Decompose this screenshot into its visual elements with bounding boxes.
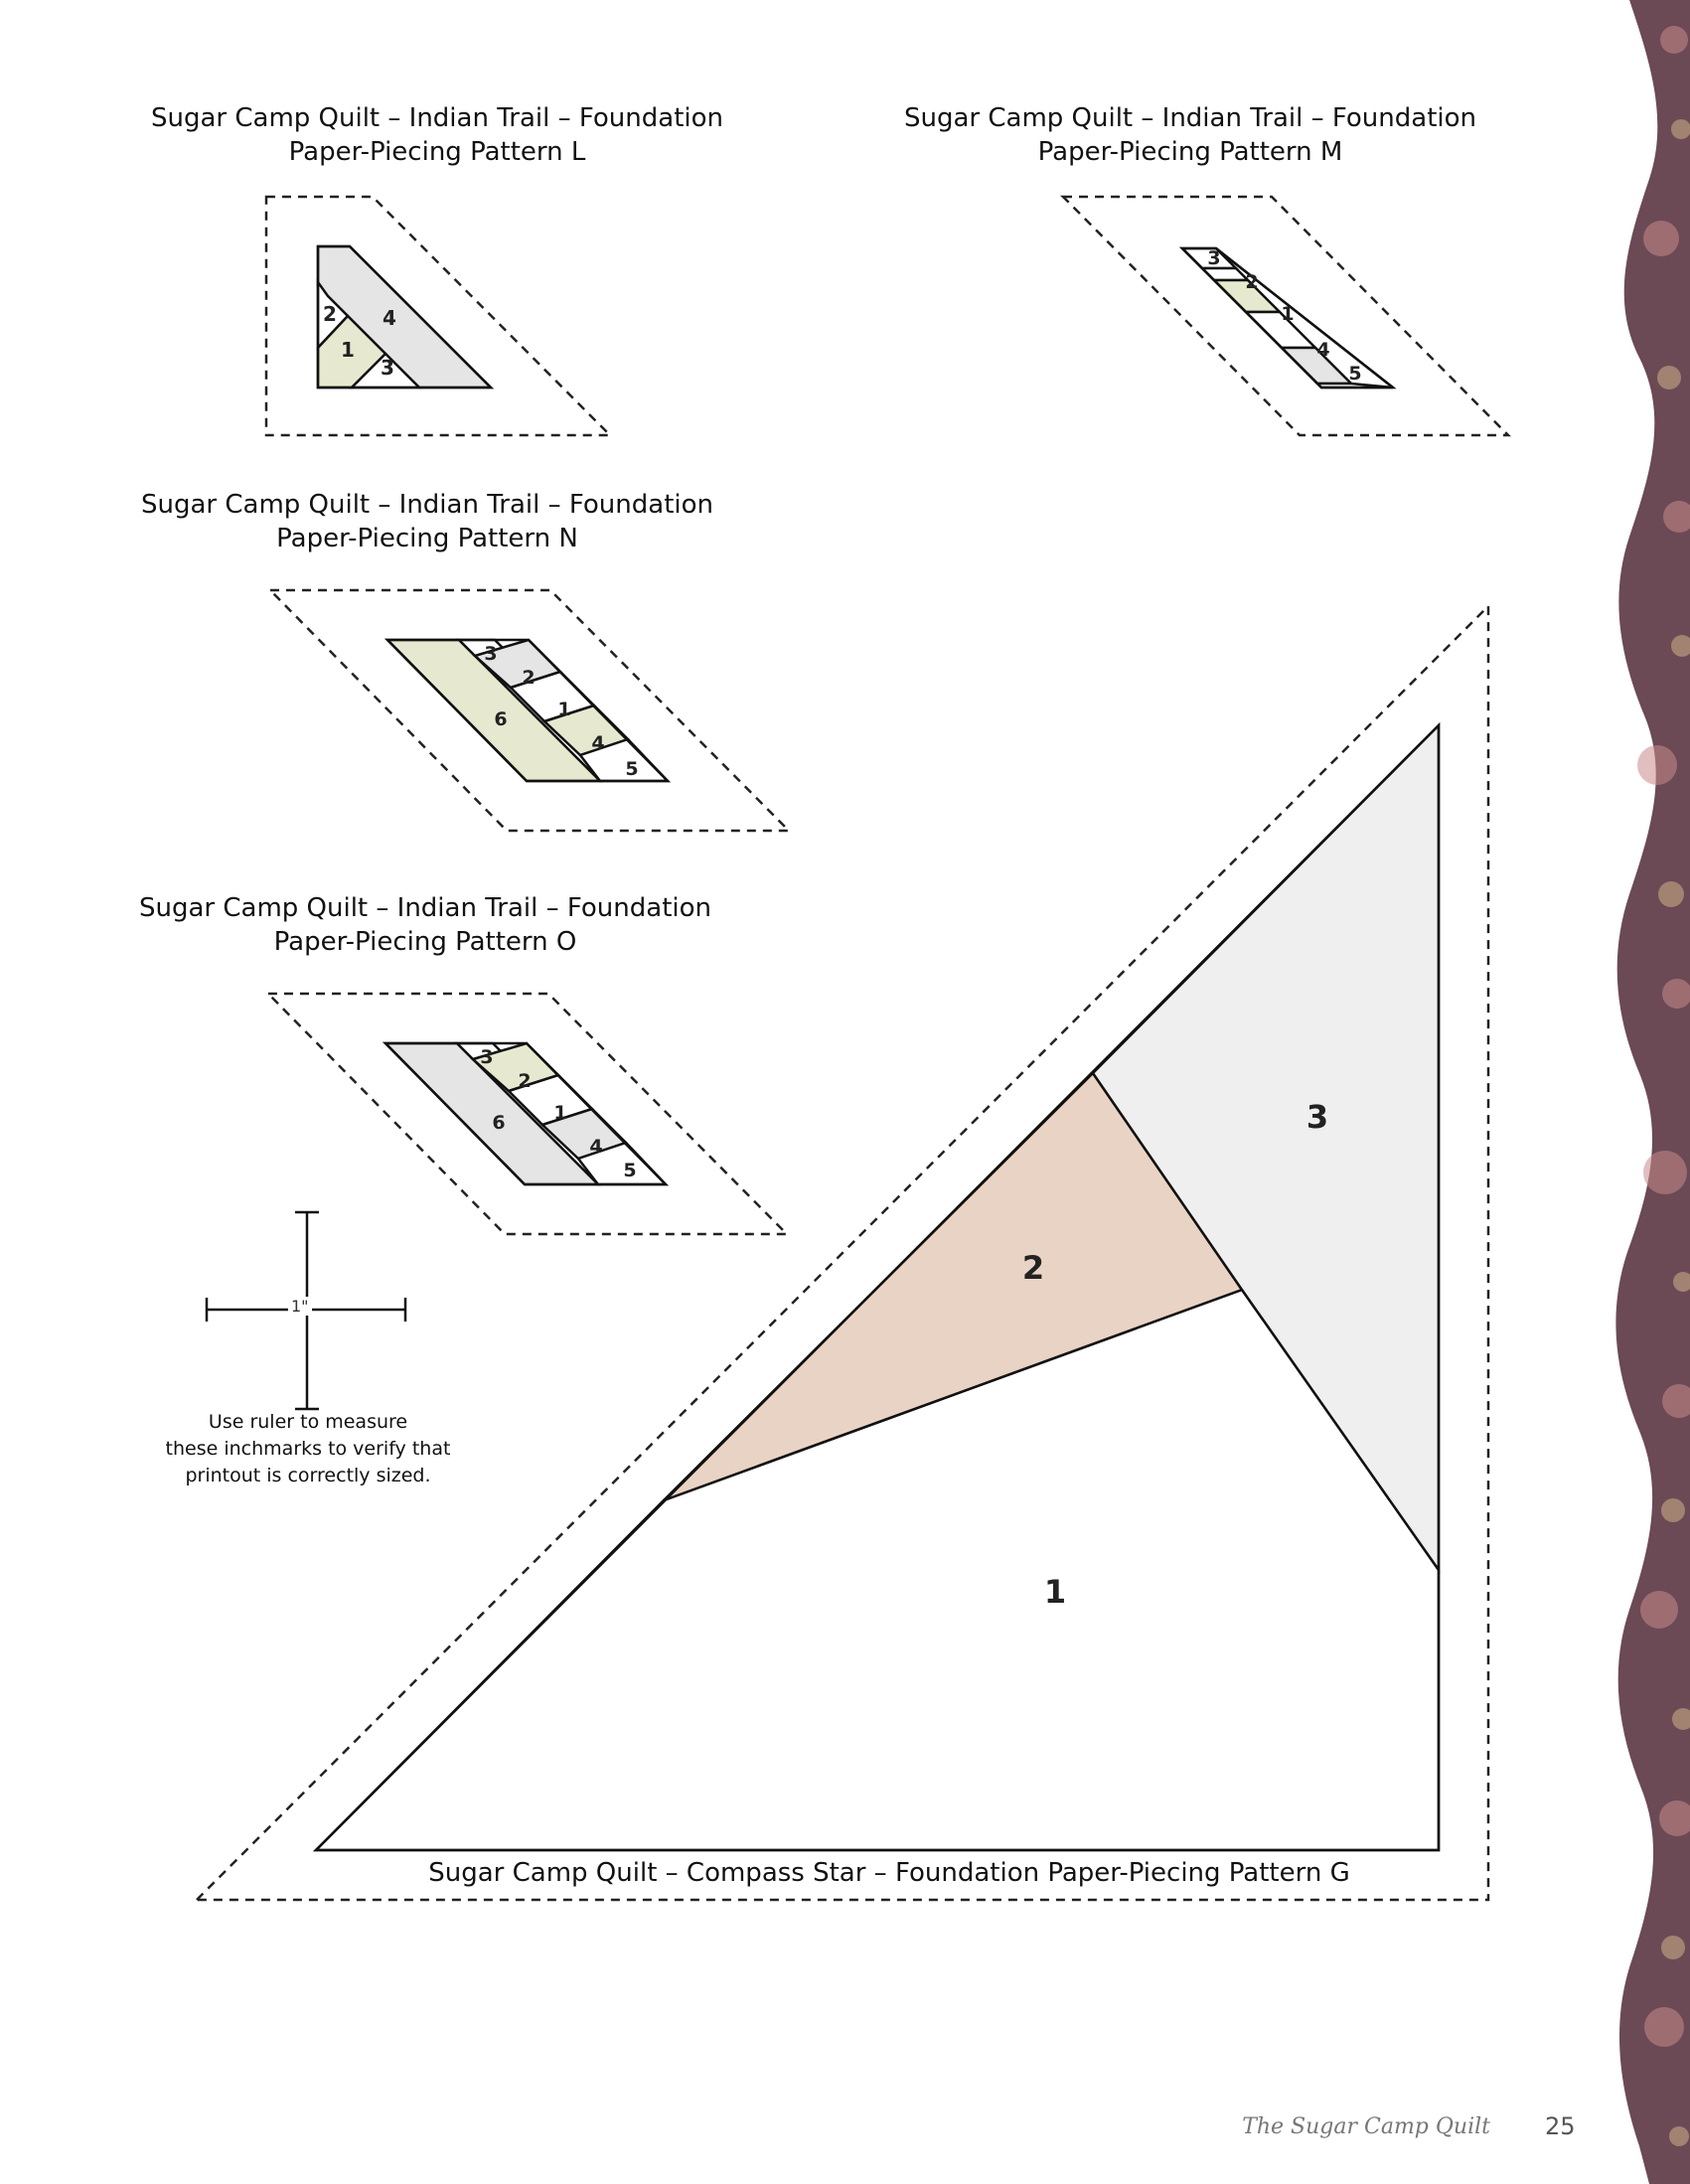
pattern-n-drawing xyxy=(270,590,789,831)
pattern-o-drawing xyxy=(268,994,787,1234)
pattern-m-drawing xyxy=(1063,197,1508,435)
svg-text:5: 5 xyxy=(625,758,639,780)
svg-text:3: 3 xyxy=(1207,247,1221,269)
svg-text:4: 4 xyxy=(591,732,605,754)
svg-text:4: 4 xyxy=(589,1136,603,1158)
svg-text:1: 1 xyxy=(1281,303,1295,325)
pattern-o-title-line1: Sugar Camp Quilt – Indian Trail – Foundation xyxy=(138,893,711,923)
svg-text:5: 5 xyxy=(1348,363,1362,385)
svg-text:1: 1 xyxy=(553,1102,567,1124)
svg-text:2: 2 xyxy=(1245,271,1259,293)
svg-text:1: 1 xyxy=(557,699,571,720)
ruler-note xyxy=(149,1409,467,1489)
pattern-l-title-line2: Paper-Piecing Pattern L xyxy=(288,137,586,167)
svg-text:3: 3 xyxy=(480,1046,494,1068)
svg-text:5: 5 xyxy=(623,1160,637,1181)
svg-text:4: 4 xyxy=(383,306,396,330)
pattern-n-title xyxy=(99,488,755,555)
pattern-l-title xyxy=(109,101,765,169)
pattern-m-title xyxy=(862,101,1518,169)
pattern-l-drawing xyxy=(266,197,610,435)
svg-text:6: 6 xyxy=(492,1112,506,1134)
page-number: 25 xyxy=(1545,2112,1576,2140)
svg-text:2: 2 xyxy=(518,1070,532,1092)
fabric-border-decoration xyxy=(1615,0,1690,2184)
svg-text:1: 1 xyxy=(341,338,355,362)
ruler-inch-label: 1" xyxy=(288,1297,312,1316)
pattern-m-title-line2: Paper-Piecing Pattern M xyxy=(1037,137,1343,167)
pattern-o-title-line2: Paper-Piecing Pattern O xyxy=(273,927,577,957)
svg-text:4: 4 xyxy=(1316,339,1330,361)
svg-text:1: 1 xyxy=(1043,1573,1067,1611)
svg-text:3: 3 xyxy=(484,643,498,665)
pattern-n-title-line1: Sugar Camp Quilt – Indian Trail – Foundation xyxy=(140,490,713,520)
svg-text:2: 2 xyxy=(1021,1249,1045,1287)
pattern-m-title-line1: Sugar Camp Quilt – Indian Trail – Foundation xyxy=(903,103,1476,133)
svg-text:3: 3 xyxy=(1306,1098,1329,1136)
footer-book-title: The Sugar Camp Quilt xyxy=(1242,2114,1490,2139)
pattern-n-title-line2: Paper-Piecing Pattern N xyxy=(276,524,578,553)
svg-text:6: 6 xyxy=(494,708,508,730)
svg-text:2: 2 xyxy=(522,667,536,689)
ruler-note-line1: Use ruler to measure xyxy=(208,1411,408,1433)
pattern-l-title-line1: Sugar Camp Quilt – Indian Trail – Foundation xyxy=(150,103,723,133)
pattern-g-caption: Sugar Camp Quilt – Compass Star – Foundation Paper-Piecing Pattern G xyxy=(397,1858,1381,1888)
pattern-g-drawing xyxy=(197,606,1488,1900)
svg-text:3: 3 xyxy=(381,356,394,380)
ruler-note-line2: these inchmarks to verify that xyxy=(165,1438,451,1460)
svg-text:2: 2 xyxy=(323,302,337,326)
ruler-note-line3: printout is correctly sized. xyxy=(185,1465,431,1486)
pattern-o-title xyxy=(97,891,753,959)
